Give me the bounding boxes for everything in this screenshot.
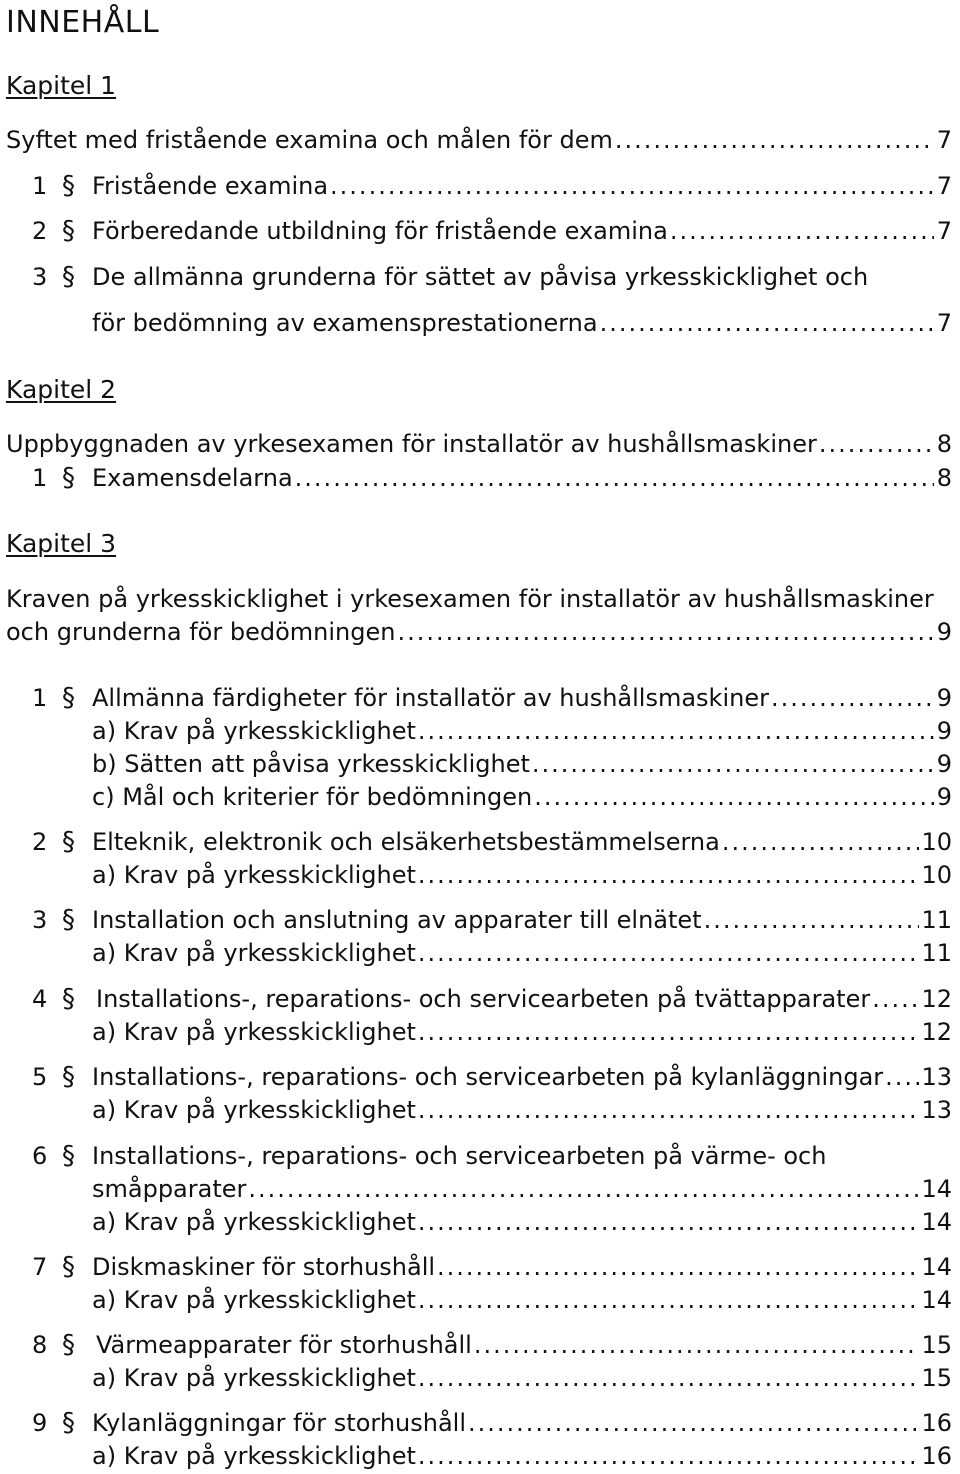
entry-text: a) Krav på yrkesskicklighet <box>92 939 416 967</box>
entry-text: Syftet med fristående examina och målen för dem <box>6 126 613 154</box>
dot-leader <box>600 307 934 339</box>
subsection-entry[interactable] <box>92 748 952 780</box>
entry-text: Värmeapparater för storhushåll <box>96 1331 472 1359</box>
entry-text-line-1[interactable]: De allmänna grunderna för sättet av påvisa yrkesskicklighet och <box>92 263 869 291</box>
dot-leader <box>295 462 934 494</box>
section-entry[interactable] <box>96 1329 952 1361</box>
chapter-1-heading[interactable]: Kapitel 1 <box>6 71 117 100</box>
section-number: 5 <box>32 1063 48 1091</box>
entry-text: Installation och anslutning av apparater till elnätet <box>92 906 702 934</box>
entry-text: Diskmaskiner för storhushåll <box>92 1253 436 1281</box>
dot-leader <box>670 215 934 247</box>
dot-leader <box>418 1362 920 1394</box>
subsection-entry[interactable] <box>92 1206 952 1238</box>
page-number: 7 <box>936 309 952 337</box>
page-number: 16 <box>921 1442 952 1470</box>
dot-leader <box>418 859 920 891</box>
dot-leader <box>418 1284 920 1316</box>
section-entry[interactable] <box>92 307 952 339</box>
dot-leader <box>885 1061 919 1093</box>
section-entry[interactable] <box>92 904 952 936</box>
section-sign-icon: § <box>62 984 75 1014</box>
page-number: 12 <box>921 1018 952 1046</box>
section-sign-icon: § <box>62 1408 75 1438</box>
entry-text: för bedömning av examensprestationerna <box>92 309 598 337</box>
page-number: 11 <box>921 906 952 934</box>
entry-text: och grunderna för bedömningen <box>6 618 396 646</box>
section-number: 2 <box>32 828 48 856</box>
chapter-2-heading[interactable]: Kapitel 2 <box>6 375 117 404</box>
entry-text: a) Krav på yrkesskicklighet <box>92 717 416 745</box>
section-entry[interactable] <box>92 215 952 247</box>
document-title: INNEHÅLL <box>6 5 160 40</box>
page-number: 7 <box>936 217 952 245</box>
entry-text: Elteknik, elektronik och elsäkerhetsbestämmelserna <box>92 828 720 856</box>
subsection-entry[interactable] <box>92 715 952 747</box>
chapter-3-heading[interactable]: Kapitel 3 <box>6 529 117 558</box>
dot-leader <box>418 1016 920 1048</box>
subsection-entry[interactable] <box>92 1016 952 1048</box>
page-number: 14 <box>921 1208 952 1236</box>
entry-text: a) Krav på yrkesskicklighet <box>92 1286 416 1314</box>
section-sign-icon: § <box>62 1141 75 1171</box>
section-entry[interactable] <box>92 1251 952 1283</box>
section-sign-icon: § <box>62 463 75 493</box>
section-sign-icon: § <box>62 171 75 201</box>
dot-leader <box>418 715 934 747</box>
chapter-3-title-line-1[interactable]: Kraven på yrkesskicklighet i yrkesexamen för installatör av hushållsmaskiner <box>6 585 934 613</box>
chapter-3-title-entry[interactable] <box>6 616 952 648</box>
dot-leader <box>615 124 934 156</box>
section-sign-icon: § <box>62 1330 75 1360</box>
entry-text: a) Krav på yrkesskicklighet <box>92 1442 416 1470</box>
entry-text: Installations-, reparations- och servicearbeten på tvättapparater <box>96 985 871 1013</box>
entry-text: b) Sätten att påvisa yrkesskicklighet <box>92 750 530 778</box>
entry-text: Kylanläggningar för storhushåll <box>92 1409 467 1437</box>
entry-text: Allmänna färdigheter för installatör av hushållsmaskiner <box>92 684 769 712</box>
section-sign-icon: § <box>62 1062 75 1092</box>
section-number: 1 <box>32 464 48 492</box>
page-number: 15 <box>921 1331 952 1359</box>
section-sign-icon: § <box>62 827 75 857</box>
entry-text: småpparater <box>92 1175 247 1203</box>
section-number: 3 <box>32 263 48 291</box>
entry-text: a) Krav på yrkesskicklighet <box>92 1096 416 1124</box>
dot-leader <box>468 1407 919 1439</box>
page-number: 8 <box>936 430 952 458</box>
section-sign-icon: § <box>62 905 75 935</box>
page-number: 7 <box>936 126 952 154</box>
section-entry[interactable] <box>92 1173 952 1205</box>
dot-leader <box>819 428 934 460</box>
entry-text-line-1[interactable]: Installations-, reparations- och servicearbeten på värme- och <box>92 1142 827 1170</box>
section-entry[interactable] <box>92 170 952 202</box>
section-entry[interactable] <box>92 1407 952 1439</box>
subsection-entry[interactable] <box>92 1362 952 1394</box>
page-number: 13 <box>921 1096 952 1124</box>
page-number: 12 <box>921 985 952 1013</box>
section-sign-icon: § <box>62 1252 75 1282</box>
dot-leader <box>330 170 934 202</box>
section-entry[interactable] <box>92 826 952 858</box>
section-entry[interactable] <box>92 682 952 714</box>
page-number: 11 <box>921 939 952 967</box>
subsection-entry[interactable] <box>92 1284 952 1316</box>
entry-text: Fristående examina <box>92 172 329 200</box>
entry-text: c) Mål och kriterier för bedömningen <box>92 783 533 811</box>
page-number: 16 <box>921 1409 952 1437</box>
dot-leader <box>771 682 934 714</box>
dot-leader <box>704 904 920 936</box>
dot-leader <box>474 1329 920 1361</box>
dot-leader <box>534 781 934 813</box>
entry-text: Examensdelarna <box>92 464 293 492</box>
page-number: 9 <box>936 618 952 646</box>
entry-text: a) Krav på yrkesskicklighet <box>92 1208 416 1236</box>
page-number: 7 <box>936 172 952 200</box>
dot-leader <box>248 1173 919 1205</box>
section-number: 6 <box>32 1142 48 1170</box>
subsection-entry[interactable] <box>92 859 952 891</box>
dot-leader <box>437 1251 919 1283</box>
page-number: 13 <box>921 1063 952 1091</box>
section-number: 2 <box>32 217 48 245</box>
section-number: 8 <box>32 1331 48 1359</box>
dot-leader <box>532 748 934 780</box>
subsection-entry[interactable] <box>92 1440 952 1472</box>
dot-leader <box>722 826 920 858</box>
entry-text: Förberedande utbildning för fristående examina <box>92 217 668 245</box>
dot-leader <box>418 1094 920 1126</box>
chapter-2-title-entry[interactable] <box>6 428 952 460</box>
section-number: 1 <box>32 172 48 200</box>
section-number: 3 <box>32 906 48 934</box>
subsection-entry[interactable] <box>92 781 952 813</box>
page-number: 9 <box>936 750 952 778</box>
page-number: 14 <box>921 1286 952 1314</box>
page-number: 14 <box>921 1175 952 1203</box>
section-number: 7 <box>32 1253 48 1281</box>
page-number: 15 <box>921 1364 952 1392</box>
chapter-1-title-entry[interactable] <box>6 124 952 156</box>
page-number: 9 <box>936 684 952 712</box>
dot-leader <box>418 1440 920 1472</box>
entry-text: Uppbyggnaden av yrkesexamen för installatör av hushållsmaskiner <box>6 430 817 458</box>
dot-leader <box>397 616 934 648</box>
section-number: 9 <box>32 1409 48 1437</box>
page-number: 14 <box>921 1253 952 1281</box>
section-entry[interactable] <box>96 983 952 1015</box>
dot-leader <box>872 983 919 1015</box>
dot-leader <box>418 1206 920 1238</box>
section-number: 4 <box>32 985 48 1013</box>
section-entry[interactable] <box>92 1061 952 1093</box>
entry-text: a) Krav på yrkesskicklighet <box>92 1364 416 1392</box>
subsection-entry[interactable] <box>92 937 952 969</box>
page-number: 9 <box>936 783 952 811</box>
page-number: 9 <box>936 717 952 745</box>
section-number: 1 <box>32 684 48 712</box>
page-number: 10 <box>921 828 952 856</box>
page-number: 10 <box>921 861 952 889</box>
dot-leader <box>418 937 920 969</box>
section-entry[interactable] <box>92 462 952 494</box>
section-sign-icon: § <box>62 262 75 292</box>
subsection-entry[interactable] <box>92 1094 952 1126</box>
entry-text: a) Krav på yrkesskicklighet <box>92 1018 416 1046</box>
page-number: 8 <box>936 464 952 492</box>
section-sign-icon: § <box>62 216 75 246</box>
entry-text: a) Krav på yrkesskicklighet <box>92 861 416 889</box>
entry-text: Installations-, reparations- och servicearbeten på kylanläggningar <box>92 1063 884 1091</box>
section-sign-icon: § <box>62 683 75 713</box>
